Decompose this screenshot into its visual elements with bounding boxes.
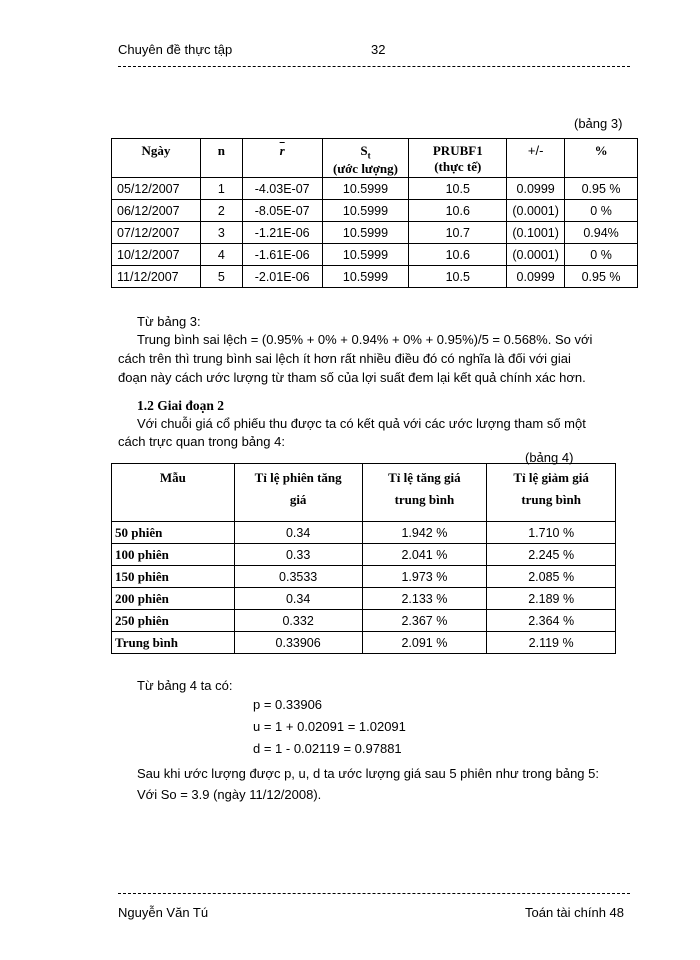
- formula-p: p = 0.33906: [253, 697, 323, 712]
- paragraph-line: Với chuỗi giá cổ phiếu thu được ta có kết quả với các ước lượng tham số một: [137, 416, 586, 431]
- table-row: [112, 266, 638, 288]
- col-header-date: Ngày: [112, 139, 201, 178]
- cell: 5: [200, 266, 242, 288]
- table-header-row: [112, 139, 638, 178]
- paragraph-line: Trung bình sai lệch = (0.95% + 0% + 0.94% + 0% + 0.95%)/5 = 0.568%. So với: [137, 332, 593, 347]
- row-label: 200 phiên: [112, 588, 235, 610]
- cell: 10/12/2007: [112, 244, 201, 266]
- table-row: [112, 178, 638, 200]
- paragraph-line: Từ bảng 3:: [137, 314, 201, 329]
- paragraph-line: cách trên thì trung bình sai lệch ít hơn rất nhiều điều đó có nghĩa là đối với giai: [118, 351, 571, 366]
- cell: 10.5999: [322, 200, 409, 222]
- ticker-label: PRUBF1: [432, 143, 483, 158]
- row-label: 100 phiên: [112, 544, 235, 566]
- table-row: [112, 200, 638, 222]
- cell: 10.5: [409, 178, 507, 200]
- cell: 10.5999: [322, 244, 409, 266]
- cell: 10.6: [409, 200, 507, 222]
- cell: 10.6: [409, 244, 507, 266]
- cell: 0.3533: [234, 566, 362, 588]
- header-line: trung bình: [521, 492, 581, 507]
- cell: 0.34: [234, 588, 362, 610]
- cell: 2.041 %: [362, 544, 487, 566]
- cell: -1.21E-06: [242, 222, 322, 244]
- page-number: 32: [371, 42, 386, 57]
- cell: 10.5: [409, 266, 507, 288]
- table-row: [112, 588, 616, 610]
- header-line: Tỉ lệ tăng giá: [388, 470, 461, 485]
- col-header-actual: [409, 139, 507, 178]
- footer-author: Nguyễn Văn Tú: [118, 905, 209, 920]
- cell: 2.133 %: [362, 588, 487, 610]
- formula-u: u = 1 + 0.02091 = 1.02091: [253, 719, 406, 734]
- cell: 0.95 %: [565, 178, 638, 200]
- cell: (0.0001): [507, 200, 565, 222]
- cell: 2: [200, 200, 242, 222]
- row-label: 250 phiên: [112, 610, 235, 632]
- cell: 0 %: [565, 200, 638, 222]
- table-row: [112, 610, 616, 632]
- col-header-diff: +/-: [507, 139, 565, 178]
- cell: 2.245 %: [487, 544, 616, 566]
- cell: -1.61E-06: [242, 244, 322, 266]
- cell: 1: [200, 178, 242, 200]
- cell: 1.973 %: [362, 566, 487, 588]
- cell: 1.710 %: [487, 522, 616, 544]
- table4-caption: (bảng 4): [525, 450, 574, 465]
- cell: 2.091 %: [362, 632, 487, 654]
- col-header-pct: %: [565, 139, 638, 178]
- cell: 0.95 %: [565, 266, 638, 288]
- col-header-st: [322, 139, 409, 178]
- table-row: [112, 522, 616, 544]
- t-subscript: t: [367, 150, 371, 161]
- cell: 07/12/2007: [112, 222, 201, 244]
- header-divider: [118, 66, 630, 67]
- row-label: Trung bình: [112, 632, 235, 654]
- col-header-r: [242, 139, 322, 178]
- section-title: 1.2 Giai đoạn 2: [137, 398, 225, 413]
- cell: 2.364 %: [487, 610, 616, 632]
- paragraph-line: Sau khi ước lượng được p, u, d ta ước lượng giá sau 5 phiên như trong bảng 5:: [137, 766, 599, 781]
- cell: 10.7: [409, 222, 507, 244]
- paragraph-line: Với So = 3.9 (ngày 11/12/2008).: [137, 787, 322, 802]
- header-line: Tỉ lệ phiên tăng: [254, 470, 342, 485]
- cell: 10.5999: [322, 266, 409, 288]
- header-line: trung bình: [394, 492, 455, 507]
- cell: 0.0999: [507, 266, 565, 288]
- paragraph-line: Từ bảng 4 ta có:: [137, 678, 233, 693]
- cell: 4: [200, 244, 242, 266]
- formula-d: d = 1 - 0.02119 = 0.97881: [253, 741, 402, 756]
- table-row: [112, 244, 638, 266]
- table-row: [112, 222, 638, 244]
- cell: 2.085 %: [487, 566, 616, 588]
- r-symbol: $\overline{r}$: [279, 143, 285, 158]
- cell: 0.0999: [507, 178, 565, 200]
- header-line: Tỉ lệ giảm giá: [513, 470, 589, 485]
- table-row: [112, 566, 616, 588]
- row-label: 150 phiên: [112, 566, 235, 588]
- cell: -4.03E-07: [242, 178, 322, 200]
- paragraph-line: cách trực quan trong bảng 4:: [118, 434, 285, 449]
- actual-label: (thực tế): [434, 159, 482, 174]
- cell: 0.332: [234, 610, 362, 632]
- cell: (0.0001): [507, 244, 565, 266]
- cell: (0.1001): [507, 222, 565, 244]
- table-row: [112, 632, 616, 654]
- cell: 0.34: [234, 522, 362, 544]
- footer-course: Toán tài chính 48: [525, 905, 625, 920]
- col-header-sample: Mẫu: [112, 464, 235, 522]
- cell: -8.05E-07: [242, 200, 322, 222]
- cell: 05/12/2007: [112, 178, 201, 200]
- cell: 2.119 %: [487, 632, 616, 654]
- cell: 0.94%: [565, 222, 638, 244]
- cell: 10.5999: [322, 178, 409, 200]
- header-line: giá: [289, 492, 307, 507]
- cell: 3: [200, 222, 242, 244]
- s-symbol: S: [360, 143, 368, 158]
- header-title: Chuyên đề thực tập: [118, 42, 233, 57]
- cell: -2.01E-06: [242, 266, 322, 288]
- cell: 0 %: [565, 244, 638, 266]
- table-row: [112, 544, 616, 566]
- table-3: [111, 138, 638, 288]
- col-header-avg-fall: [487, 464, 616, 522]
- cell: 2.189 %: [487, 588, 616, 610]
- col-header-up-ratio: [234, 464, 362, 522]
- table-header-row: [112, 464, 616, 522]
- cell: 11/12/2007: [112, 266, 201, 288]
- cell: 0.33906: [234, 632, 362, 654]
- cell: 10.5999: [322, 222, 409, 244]
- estimate-label: (ước lượng): [332, 160, 398, 176]
- footer-divider: [118, 893, 630, 894]
- cell: 0.33: [234, 544, 362, 566]
- col-header-n: n: [200, 139, 242, 178]
- cell: 06/12/2007: [112, 200, 201, 222]
- paragraph-line: đoạn này cách ước lượng từ tham số của lợi suất đem lại kết quả chính xác hơn.: [118, 370, 586, 385]
- row-label: 50 phiên: [112, 522, 235, 544]
- table3-caption: (bảng 3): [574, 116, 623, 131]
- cell: 1.942 %: [362, 522, 487, 544]
- cell: 2.367 %: [362, 610, 487, 632]
- col-header-avg-rise: [362, 464, 487, 522]
- table-4: [111, 463, 616, 654]
